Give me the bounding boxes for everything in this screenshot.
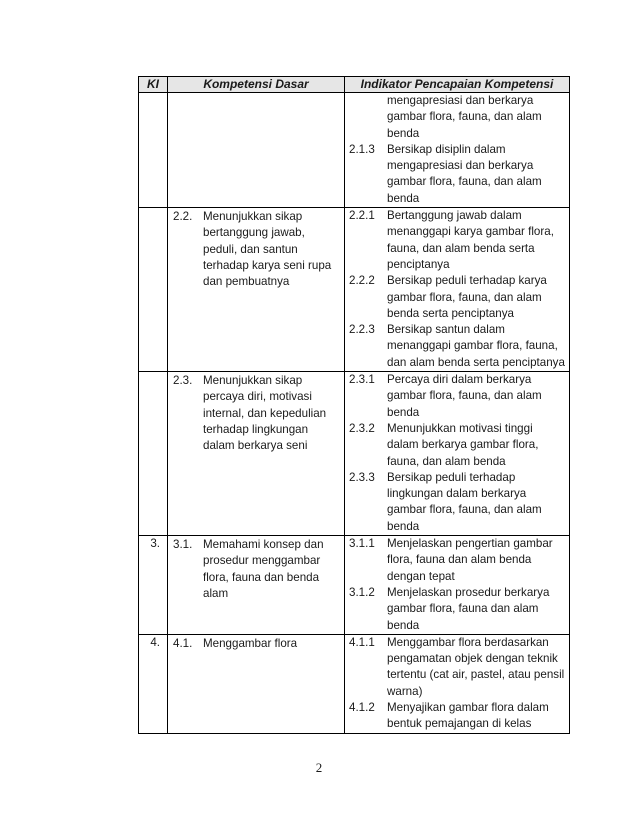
indicator-text: Menunjukkan motivasi tinggi dalam berkarya gambar flora, fauna, dan alam benda xyxy=(387,421,539,468)
kd-item xyxy=(168,208,344,290)
indicator-text: Bersikap peduli terhadap karya gambar flora, fauna, dan alam benda serta penciptanya xyxy=(387,274,547,320)
kd-text: Memahami konsep dan prosedur menggambar flora, fauna dan benda alam xyxy=(203,538,324,600)
indicator-number: 2.2.3 xyxy=(349,323,375,337)
table-row xyxy=(139,93,570,208)
kd-cell xyxy=(168,536,345,635)
kd-text: Menunjukkan sikap percaya diri, motivasi internal, dan kepedulian terhadap lingkungan dalam berkarya seni xyxy=(203,374,327,453)
ki-cell xyxy=(139,372,168,536)
indicator-item xyxy=(345,470,569,535)
header-ki: KI xyxy=(139,77,168,93)
kd-number: 4.1. xyxy=(173,636,193,650)
indicator-text: Bersikap disiplin dalam mengapresiasi dan berkarya gambar flora, fauna, dan alam benda xyxy=(387,142,542,205)
indicator-text: Bersikap santun dalam menanggapi gambar flora, fauna, dan alam benda serta penciptanya xyxy=(387,323,565,369)
ki-cell: 4. xyxy=(139,634,168,733)
indicator-item xyxy=(345,635,569,700)
indicator-number: 3.1.2 xyxy=(349,585,375,599)
indicator-cell xyxy=(345,93,570,208)
page-number: 2 xyxy=(315,760,323,775)
kd-number: 2.3. xyxy=(173,374,193,388)
indicator-item xyxy=(345,421,569,470)
indicator-item xyxy=(345,208,569,273)
indicator-text: Bersikap peduli terhadap lingkungan dalam berkarya gambar flora, fauna, dan alam benda xyxy=(387,470,542,533)
kd-item xyxy=(168,536,344,602)
table-row xyxy=(139,634,570,733)
indicator-cell xyxy=(345,634,570,733)
table-header-row xyxy=(139,77,570,93)
indicator-item xyxy=(345,700,569,733)
indicator-item xyxy=(345,536,569,585)
kd-cell xyxy=(168,93,345,208)
indicator-cell xyxy=(345,208,570,372)
table-row xyxy=(139,208,570,372)
indicator-item xyxy=(345,322,569,371)
kd-cell xyxy=(168,372,345,536)
indicator-text: Menjelaskan prosedur berkarya gambar flora, fauna dan alam benda xyxy=(387,585,550,632)
indicator-text: Percaya diri dalam berkarya gambar flora, fauna, dan alam benda xyxy=(387,373,542,419)
indicator-cell xyxy=(345,372,570,536)
table-row xyxy=(139,372,570,536)
indicator-item xyxy=(345,372,569,421)
kd-text: Menunjukkan sikap bertanggung jawab, peduli, dan santun terhadap karya seni rupa dan pembuatnya xyxy=(203,210,332,289)
indicator-number: 4.1.1 xyxy=(349,635,375,649)
ki-cell: 3. xyxy=(139,536,168,635)
kd-item xyxy=(168,635,344,652)
indicator-item xyxy=(345,142,569,207)
kd-number: 2.2. xyxy=(173,210,193,224)
indicator-text: Menyajikan gambar flora dalam bentuk pemajangan di kelas xyxy=(387,700,549,731)
indicator-text: Menggambar flora berdasarkan pengamatan objek dengan teknik tertentu (cat air, pastel, atau pensil warna) xyxy=(387,635,565,698)
indicator-number: 2.3.3 xyxy=(349,470,375,484)
indicator-number: 2.3.1 xyxy=(349,373,375,387)
indicator-text: Menjelaskan pengertian gambar flora, fauna dan alam benda dengan tepat xyxy=(387,537,553,583)
indicator-text: Bertanggung jawab dalam menanggapi karya gambar flora, fauna, dan alam benda serta penciptanya xyxy=(387,209,554,271)
indicator-item xyxy=(345,273,569,322)
indicator-text: mengapresiasi dan berkarya gambar flora, fauna, dan alam benda xyxy=(387,94,542,140)
kd-cell xyxy=(168,634,345,733)
indicator-number: 2.2.2 xyxy=(349,274,375,288)
indicator-item xyxy=(345,93,569,142)
indicator-number: 2.2.1 xyxy=(349,209,375,223)
kd-number: 3.1. xyxy=(173,538,193,552)
indicator-cell xyxy=(345,536,570,635)
indicator-number: 2.3.2 xyxy=(349,421,375,435)
indicator-number: 2.1.3 xyxy=(349,142,375,156)
header-kompetensi-dasar: Kompetensi Dasar xyxy=(168,77,345,93)
ki-cell xyxy=(139,208,168,372)
kd-cell xyxy=(168,208,345,372)
table-row xyxy=(139,536,570,635)
header-indikator: Indikator Pencapaian Kompetensi xyxy=(345,77,570,93)
kd-text: Menggambar flora xyxy=(203,636,298,650)
indicator-number: 3.1.1 xyxy=(349,537,375,551)
ki-cell xyxy=(139,93,168,208)
kd-item xyxy=(168,372,344,454)
indicator-item xyxy=(345,585,569,634)
competency-table xyxy=(138,76,570,734)
indicator-number: 4.1.2 xyxy=(349,700,375,714)
